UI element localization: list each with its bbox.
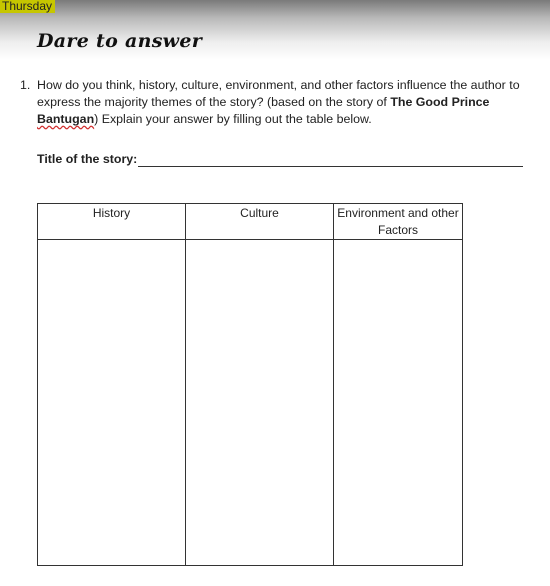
table-header-row [38, 204, 463, 240]
story-title-blank[interactable] [138, 166, 523, 167]
column-header-culture: Culture [186, 204, 334, 240]
environment-answer-cell[interactable] [334, 240, 463, 566]
column-header-environment: Environment and other Factors [334, 204, 463, 240]
question-text-after: ) Explain your answer by filling out the table below. [94, 112, 372, 126]
day-label: Thursday [0, 0, 55, 13]
question-1 [20, 77, 545, 128]
section-heading: Dare to answer [37, 30, 203, 52]
story-title-part1: The Good Prince [390, 95, 490, 109]
answer-table [37, 203, 463, 566]
table-answer-row [38, 240, 463, 566]
story-title-row [37, 152, 523, 170]
culture-answer-cell[interactable] [186, 240, 334, 566]
question-text [37, 77, 545, 128]
question-text-before: How do you think, history, culture, environment, and other factors influence the author to express the majority themes of the story? (based on the story of [37, 78, 520, 109]
history-answer-cell[interactable] [38, 240, 186, 566]
question-number: 1. [20, 78, 31, 92]
story-title-label: Title of the story: [37, 152, 138, 166]
column-header-history: History [38, 204, 186, 240]
story-title-part2: Bantugan [37, 112, 95, 126]
